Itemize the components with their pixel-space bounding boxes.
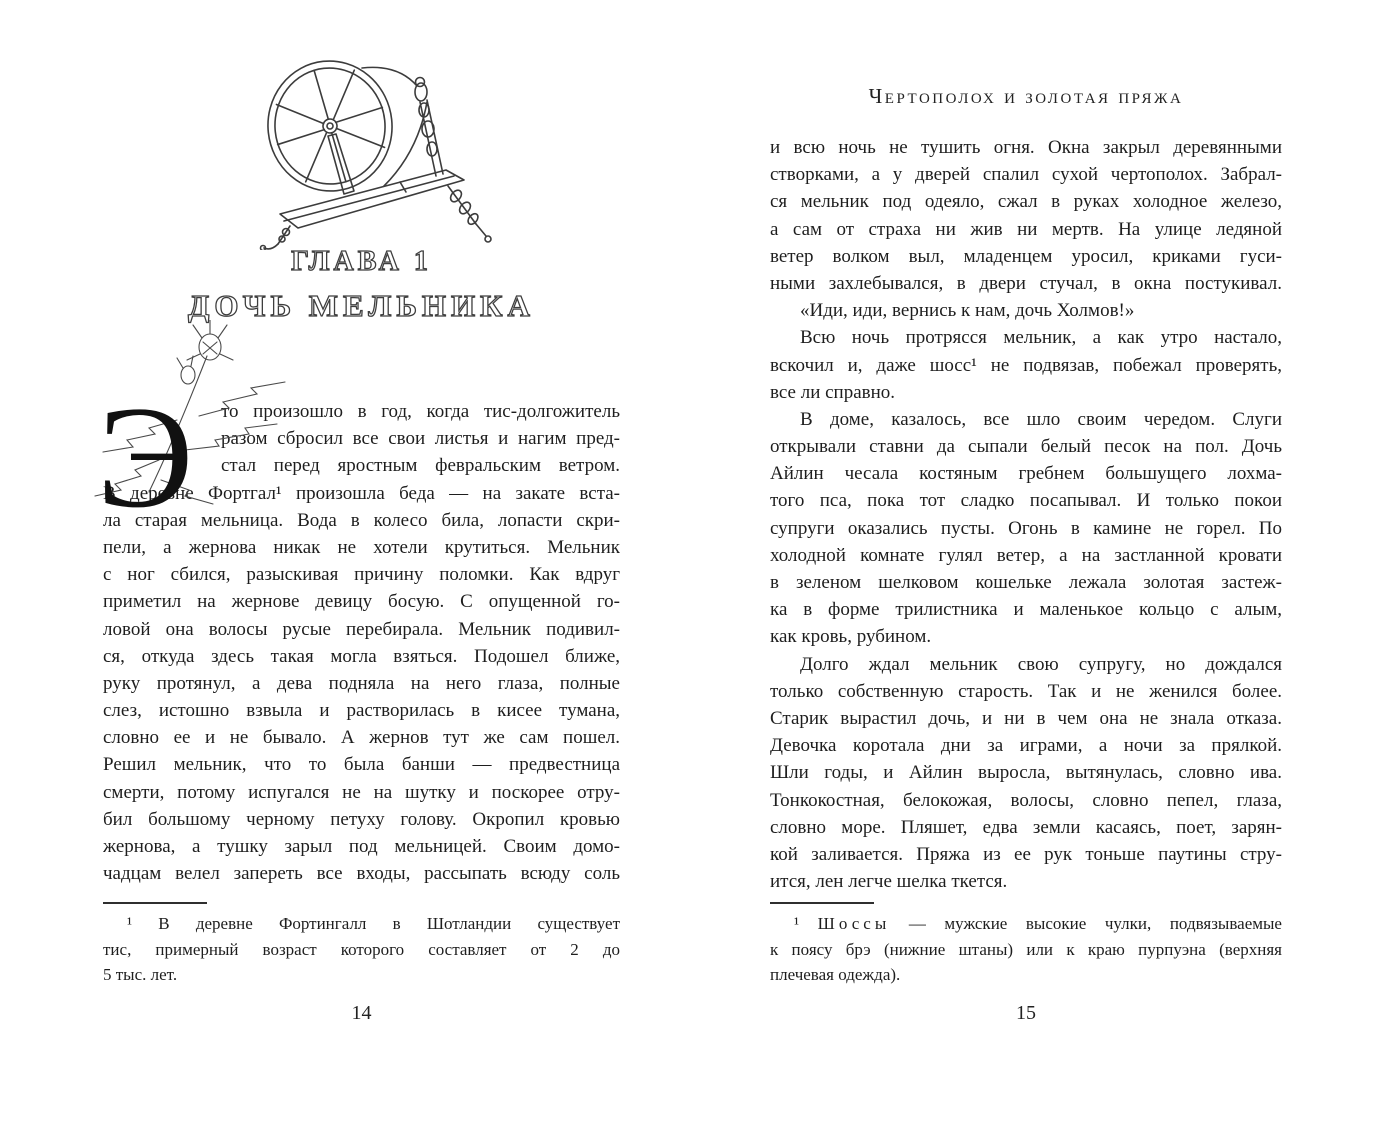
text-line: «Иди, иди, вернись к нам, дочь Холмов!» — [800, 300, 1135, 322]
right-page — [697, 0, 1394, 1125]
text-line: только собственную старость. Так и не женился более. — [770, 680, 1282, 702]
right-body-lines — [770, 134, 1282, 895]
text-line: ловой она волосы русые перебирала. Мельник подивил- — [103, 618, 620, 640]
text-line: и всю ночь не тушить огня. Окна закрыл деревянными — [770, 137, 1282, 158]
text-line: ветер волком выл, младенцем уросил, криками гуси- — [770, 245, 1282, 267]
text-line: все ли справно. — [770, 381, 896, 403]
text-line: словно ее и не бывало. А жернов тут же сам пошел. — [103, 727, 620, 749]
drop-cap: Э — [97, 376, 194, 538]
text-line: супруги оказались пусты. Огонь в камине не горел. По — [770, 517, 1282, 539]
text-line: пели, а жернова никак не хотели крутиться. Мельник — [103, 536, 620, 558]
text-line: смерти, потому испугался не на шутку и поскорее отру- — [103, 781, 620, 803]
text-line: 5 тыс. лет. — [103, 965, 178, 984]
text-line: Решил мельник, что то была банши — предвестница — [103, 754, 620, 776]
text-line: Старик вырастил дочь, и ни в чем она не знала отказа. — [770, 707, 1282, 729]
footnote-rule — [770, 902, 874, 904]
text-line: вскочил и, даже шосс¹ не подвязав, побежал проверять, — [770, 354, 1282, 376]
text-line: тис, примерный возраст которого составляет от 2 до — [103, 939, 620, 959]
text-line: того пса, пока тот сладко посапывал. И только покои — [770, 490, 1282, 512]
spinning-wheel-illustration — [250, 44, 516, 250]
text-line: Всю ночь протрясся мельник, а как утро настало, — [800, 327, 1282, 349]
text-line: ными захлебывался, в двери стучал, в окна постукивал. — [770, 272, 1282, 294]
text-line: слез, истошно взвыла и растворилась в кисее тумана, — [103, 700, 620, 722]
chapter-title-heading: ДОЧЬ МЕЛЬНИКА — [188, 288, 535, 323]
text-line: створками, а у дверей спалил сухой чертополох. Забрал- — [770, 164, 1282, 186]
text-line: разом сбросил все свои листья и нагим пред- — [221, 428, 620, 450]
text-line: кой заливается. Пряжа из ее рук тоньше паутины стру- — [770, 843, 1282, 865]
text-line: Тонкокостная, белокожая, волосы, словно пепел, глаза, — [770, 789, 1282, 811]
right-body-text — [770, 134, 1282, 895]
text-line: Долго ждал мельник свою супругу, но дождался — [800, 653, 1282, 675]
text-line: приметил на жернове девицу босую. С опущенной го- — [103, 591, 620, 613]
text-line: плечевая одежда). — [770, 965, 901, 984]
text-line: Девочка коротала дни за играми, а ночи за прялкой. — [770, 735, 1282, 757]
text-line: бил большому черному петуху голову. Окропил кровью — [103, 808, 620, 830]
text-line: как кровь, рубином. — [770, 626, 932, 648]
text-line: стал перед яростным февральским ветром. — [221, 455, 620, 477]
text-line: открывали ставни да сыпали белый песок на пол. Дочь — [770, 436, 1282, 458]
right-footnote — [770, 902, 1282, 988]
text-line: ся, откуда здесь такая могла взяться. Подошел ближе, — [103, 645, 620, 667]
footnote-rule — [103, 902, 207, 904]
text-line: ка в форме трилистника и маленькое кольцо с алым, — [770, 599, 1282, 621]
text-line: Шли годы, и Айлин выросла, вытянулась, словно ива. — [770, 762, 1282, 784]
text-line: словно море. Пляшет, едва земли касаясь, поет, зарян- — [770, 816, 1282, 838]
text-line: руку протянул, а дева подняла на него глаза, полные — [103, 672, 620, 694]
text-line: жернова, а тушку зарыл под мельницей. Своим домо- — [103, 836, 620, 857]
right-footnote-lines — [770, 911, 1282, 988]
text-line: то произошло в год, когда тис-долгожитель — [221, 401, 620, 422]
text-line: ся мельник под одеяло, сжал в руках холодное железо, — [770, 191, 1282, 213]
chapter-number-heading: ГЛАВА 1 — [291, 246, 432, 277]
text-line: ¹ В деревне Фортингалл в Шотландии существует — [127, 914, 620, 933]
text-line: с ног сбился, разыскивая причину поломки. Как вдруг — [103, 564, 620, 586]
page-number-right: 15 — [1016, 1002, 1036, 1024]
text-line: чадцам велел запереть все входы, рассыпать всюду соль — [103, 863, 620, 885]
text-line: в зеленом шелковом кошельке лежала золотая застеж- — [770, 572, 1282, 593]
left-body-text — [97, 376, 620, 887]
text-line: В деревне Фортгал¹ произошла беда — на закате вста- — [103, 482, 620, 504]
text-line: ится, лен легче шелка ткется. — [770, 871, 1008, 893]
text-line: В доме, казалось, все шло своим чередом. Слуги — [800, 408, 1282, 430]
text-line: холодной комнате гулял ветер, а на застланной кровати — [770, 544, 1282, 566]
text-line: ¹ Шоссы — мужские высокие чулки, подвязываемые — [794, 914, 1282, 933]
text-line: к поясу брэ (нижние штаны) или к краю пурпуэна (верхняя — [770, 939, 1282, 959]
running-header: Чертополох и золотая пряжа — [868, 84, 1184, 108]
left-footnote — [103, 902, 620, 988]
text-line: ла старая мельница. Вода в колесо била, лопасти скри- — [103, 509, 620, 531]
text-line: а сам от страха ни жив ни мертв. На улице ледяной — [770, 218, 1282, 240]
text-line: Айлин чесала костяным гребнем большущего лохма- — [770, 463, 1282, 485]
left-footnote-lines — [103, 911, 620, 988]
page-number-left: 14 — [351, 1002, 372, 1024]
